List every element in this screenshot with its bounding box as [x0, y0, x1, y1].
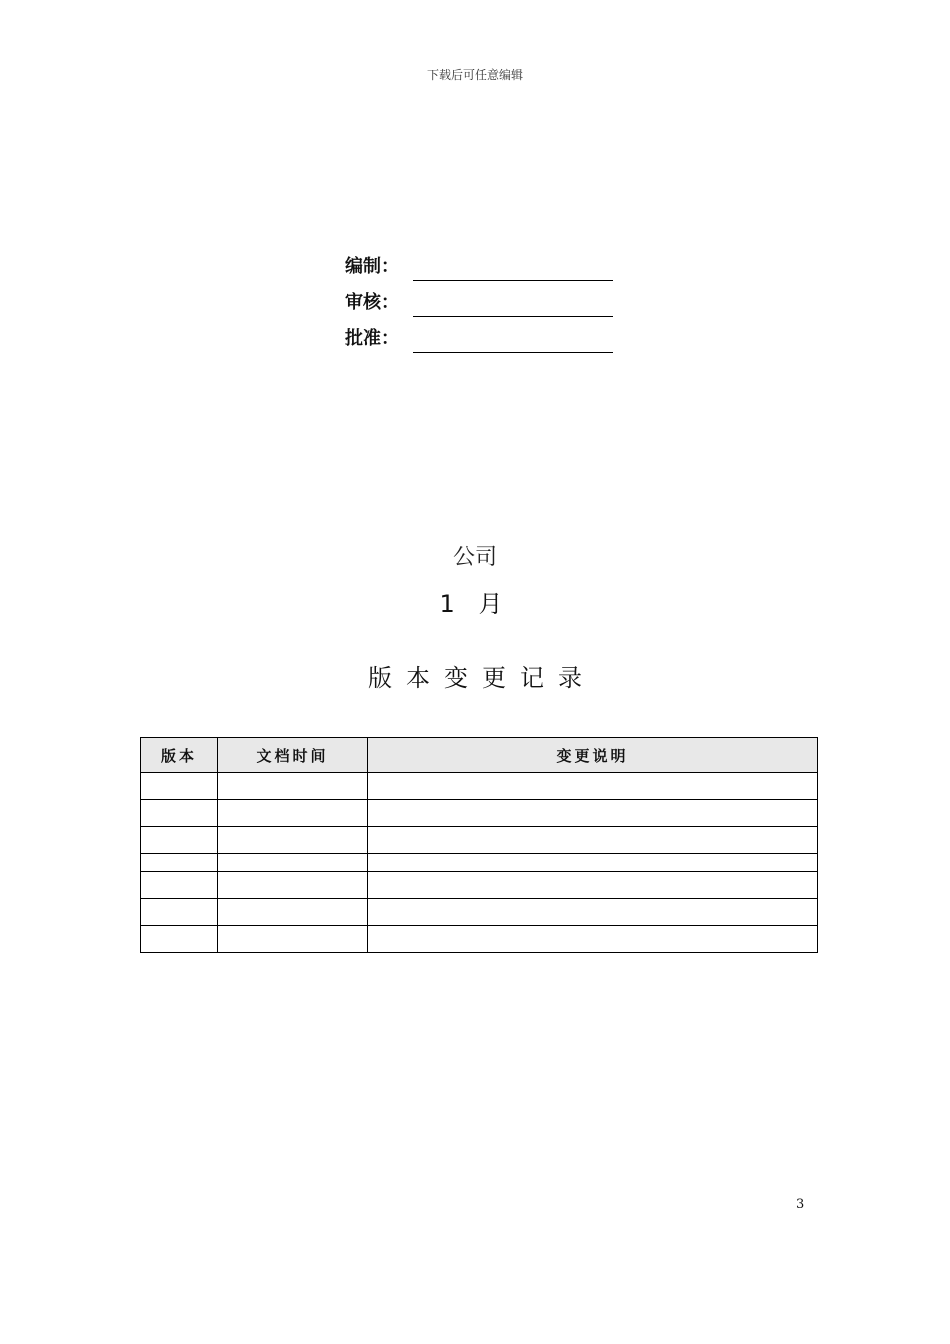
- sign-row-compiled: [345, 248, 625, 284]
- table-row: [141, 872, 818, 899]
- page-number: 3: [796, 1197, 805, 1212]
- company-name: 公司: [452, 545, 497, 570]
- cell-time: [218, 899, 368, 926]
- sign-row-approved: [345, 320, 625, 356]
- cell-description: [368, 854, 818, 872]
- cell-time: [218, 800, 368, 827]
- cell-description: [368, 899, 818, 926]
- approved-by-label: 批准：: [345, 328, 399, 349]
- table-row: [141, 827, 818, 854]
- cell-description: [368, 926, 818, 953]
- cell-time: [218, 773, 368, 800]
- cell-version: [141, 926, 218, 953]
- cell-description: [368, 872, 818, 899]
- page-header: 下载后可任意编辑: [426, 68, 523, 82]
- cell-description: [368, 800, 818, 827]
- compiled-by-label: 编制：: [345, 256, 399, 277]
- reviewed-by-line: [413, 316, 613, 317]
- cell-time: [218, 926, 368, 953]
- cell-version: [141, 800, 218, 827]
- version-record-title: 版本变更记录: [368, 664, 596, 692]
- cell-description: [368, 773, 818, 800]
- table-row: [141, 854, 818, 872]
- cell-version: [141, 773, 218, 800]
- reviewed-by-label: 审核：: [345, 292, 399, 313]
- cell-time: [218, 872, 368, 899]
- table-row: [141, 773, 818, 800]
- compiled-by-line: [413, 280, 613, 281]
- table-row: [141, 926, 818, 953]
- table-header-row: [141, 738, 818, 773]
- version-change-table: [140, 737, 818, 953]
- header-change-description: 变更说明: [368, 738, 818, 773]
- header-document-time: 文档时间: [218, 738, 368, 773]
- approved-by-line: [413, 352, 613, 353]
- cell-version: [141, 854, 218, 872]
- cell-time: [218, 854, 368, 872]
- cell-time: [218, 827, 368, 854]
- cell-version: [141, 899, 218, 926]
- table-row: [141, 899, 818, 926]
- document-date: 1 月: [439, 590, 511, 618]
- signature-block: [345, 248, 625, 356]
- cell-description: [368, 827, 818, 854]
- cell-version: [141, 827, 218, 854]
- header-version: 版本: [141, 738, 218, 773]
- table-row: [141, 800, 818, 827]
- sign-row-reviewed: [345, 284, 625, 320]
- cell-version: [141, 872, 218, 899]
